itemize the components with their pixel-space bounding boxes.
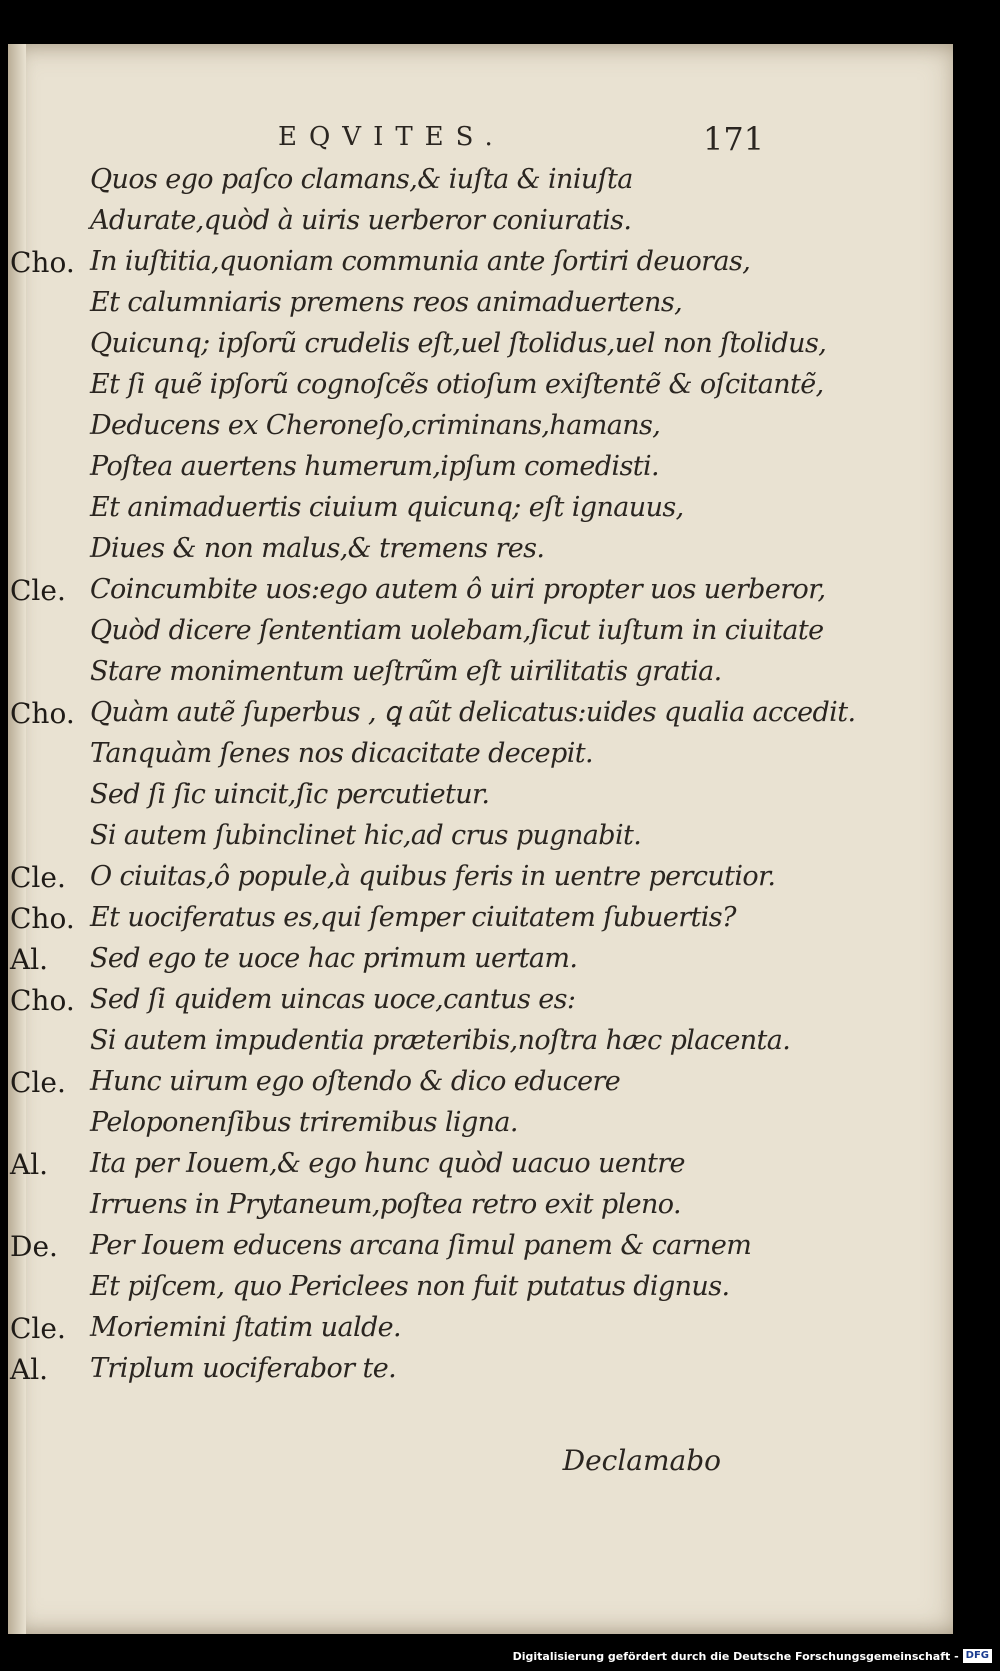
verse-text: Hunc uirum ego oſtendo & dico educere <box>90 1066 621 1097</box>
verse-text: Et calumniaris premens reos animaduertens, <box>90 287 683 318</box>
verse-text: Tanquàm ſenes nos dicacitate decepit. <box>90 738 593 769</box>
verse-text: Diues & non malus,& tremens res. <box>90 533 545 564</box>
verse-text: Si autem ſubinclinet hic,ad crus pugnabit. <box>90 820 642 851</box>
page-number: 171 <box>703 120 765 158</box>
verse-line <box>8 328 953 369</box>
digitization-credit: Digitalisierung gefördert durch die Deutsche Forschungsgemeinschaft - <box>512 1649 959 1663</box>
verse-line <box>8 1271 953 1312</box>
verse-text: Irruens in Prytaneum,poſtea retro exit pleno. <box>90 1189 681 1220</box>
verse-line <box>8 246 953 287</box>
running-title: EQVITES. <box>278 122 505 152</box>
verse-text: Et piſcem, quo Periclees non fuit putatus dignus. <box>90 1271 730 1302</box>
speaker-label: Cle. <box>10 1312 66 1345</box>
verse-line <box>8 574 953 615</box>
verse-line <box>8 1230 953 1271</box>
verse-text: Et ſi quẽ ipſorũ cognoſcẽs otioſum exiſtentẽ & oſcitantẽ, <box>90 369 824 400</box>
verse-line <box>8 1189 953 1230</box>
verse-line <box>8 369 953 410</box>
verse-text: Peloponenſibus triremibus ligna. <box>90 1107 518 1138</box>
speaker-label: Cle. <box>10 1066 66 1099</box>
verse-text: Et uociferatus es,qui ſemper ciuitatem ſubuertis? <box>90 902 736 933</box>
speaker-label: Cho. <box>10 697 75 730</box>
verse-line <box>8 492 953 533</box>
speaker-label: Al. <box>10 943 49 976</box>
verse-text: Sed ego te uoce hac primum uertam. <box>90 943 578 974</box>
verse-text: Moriemini ſtatim ualde. <box>90 1312 402 1343</box>
verse-text: Triplum uociferabor te. <box>90 1353 397 1384</box>
verse-text: Si autem impudentia præteribis,noſtra hæc placenta. <box>90 1025 791 1056</box>
verse-line <box>8 943 953 984</box>
verse-text: Sed ſi quidem uincas uoce,cantus es: <box>90 984 576 1015</box>
verse-text: Quos ego paſco clamans,& iuſta & iniuſta <box>90 164 633 195</box>
verse-line <box>8 615 953 656</box>
verse-text: Quàm autẽ ſuperbus , ꝗ aũt delicatus:uides qualia accedit. <box>90 697 856 728</box>
verse-line <box>8 410 953 451</box>
verse-text: Stare monimentum ueſtrũm eſt uirilitatis gratia. <box>90 656 722 687</box>
speaker-label: Cho. <box>10 902 75 935</box>
page-header <box>8 122 953 162</box>
verse-line <box>8 984 953 1025</box>
speaker-label: De. <box>10 1230 58 1263</box>
verse-line <box>8 820 953 861</box>
verse-text: In iuſtitia,quoniam communia ante ſortiri deuoras, <box>90 246 751 277</box>
verse-text-block <box>8 164 953 1394</box>
speaker-label: Al. <box>10 1353 49 1386</box>
verse-line <box>8 779 953 820</box>
verse-line <box>8 656 953 697</box>
verse-line <box>8 164 953 205</box>
speaker-label: Cle. <box>10 861 66 894</box>
verse-text: Et animaduertis ciuium quicunq; eſt ignauus, <box>90 492 684 523</box>
dfg-logo-icon: DFG <box>963 1649 992 1663</box>
verse-line <box>8 902 953 943</box>
verse-line <box>8 1025 953 1066</box>
verse-text: Poſtea auertens humerum,ipſum comedisti. <box>90 451 659 482</box>
verse-line <box>8 533 953 574</box>
verse-text: Sed ſi ſic uincit,ſic percutietur. <box>90 779 490 810</box>
speaker-label: Cho. <box>10 246 75 279</box>
catchword: Declamabo <box>562 1444 721 1477</box>
verse-line <box>8 697 953 738</box>
verse-text: Coincumbite uos:ego autem ô uiri propter uos uerberor, <box>90 574 826 605</box>
verse-text: Adurate,quòd à uiris uerberor coniuratis. <box>90 205 632 236</box>
verse-line <box>8 1148 953 1189</box>
verse-line <box>8 861 953 902</box>
book-page <box>8 44 953 1634</box>
verse-line <box>8 1066 953 1107</box>
speaker-label: Cle. <box>10 574 66 607</box>
verse-line <box>8 1312 953 1353</box>
verse-text: Ita per Iouem,& ego hunc quòd uacuo uentre <box>90 1148 685 1179</box>
verse-text: Per Iouem educens arcana ſimul panem & carnem <box>90 1230 752 1261</box>
speaker-label: Cho. <box>10 984 75 1017</box>
verse-text: Quicunq; ipſorũ crudelis eſt,uel ſtolidus,uel non ſtolidus, <box>90 328 827 359</box>
verse-line <box>8 451 953 492</box>
verse-line <box>8 205 953 246</box>
verse-text: O ciuitas,ô popule,à quibus feris in uentre percutior. <box>90 861 776 892</box>
verse-line <box>8 1107 953 1148</box>
verse-line <box>8 738 953 779</box>
digitization-credit-bar <box>513 1643 992 1669</box>
verse-line <box>8 287 953 328</box>
verse-text: Quòd dicere ſententiam uolebam,ſicut iuſtum in ciuitate <box>90 615 824 646</box>
verse-text: Deducens ex Cheroneſo,criminans,hamans, <box>90 410 661 441</box>
speaker-label: Al. <box>10 1148 49 1181</box>
verse-line <box>8 1353 953 1394</box>
